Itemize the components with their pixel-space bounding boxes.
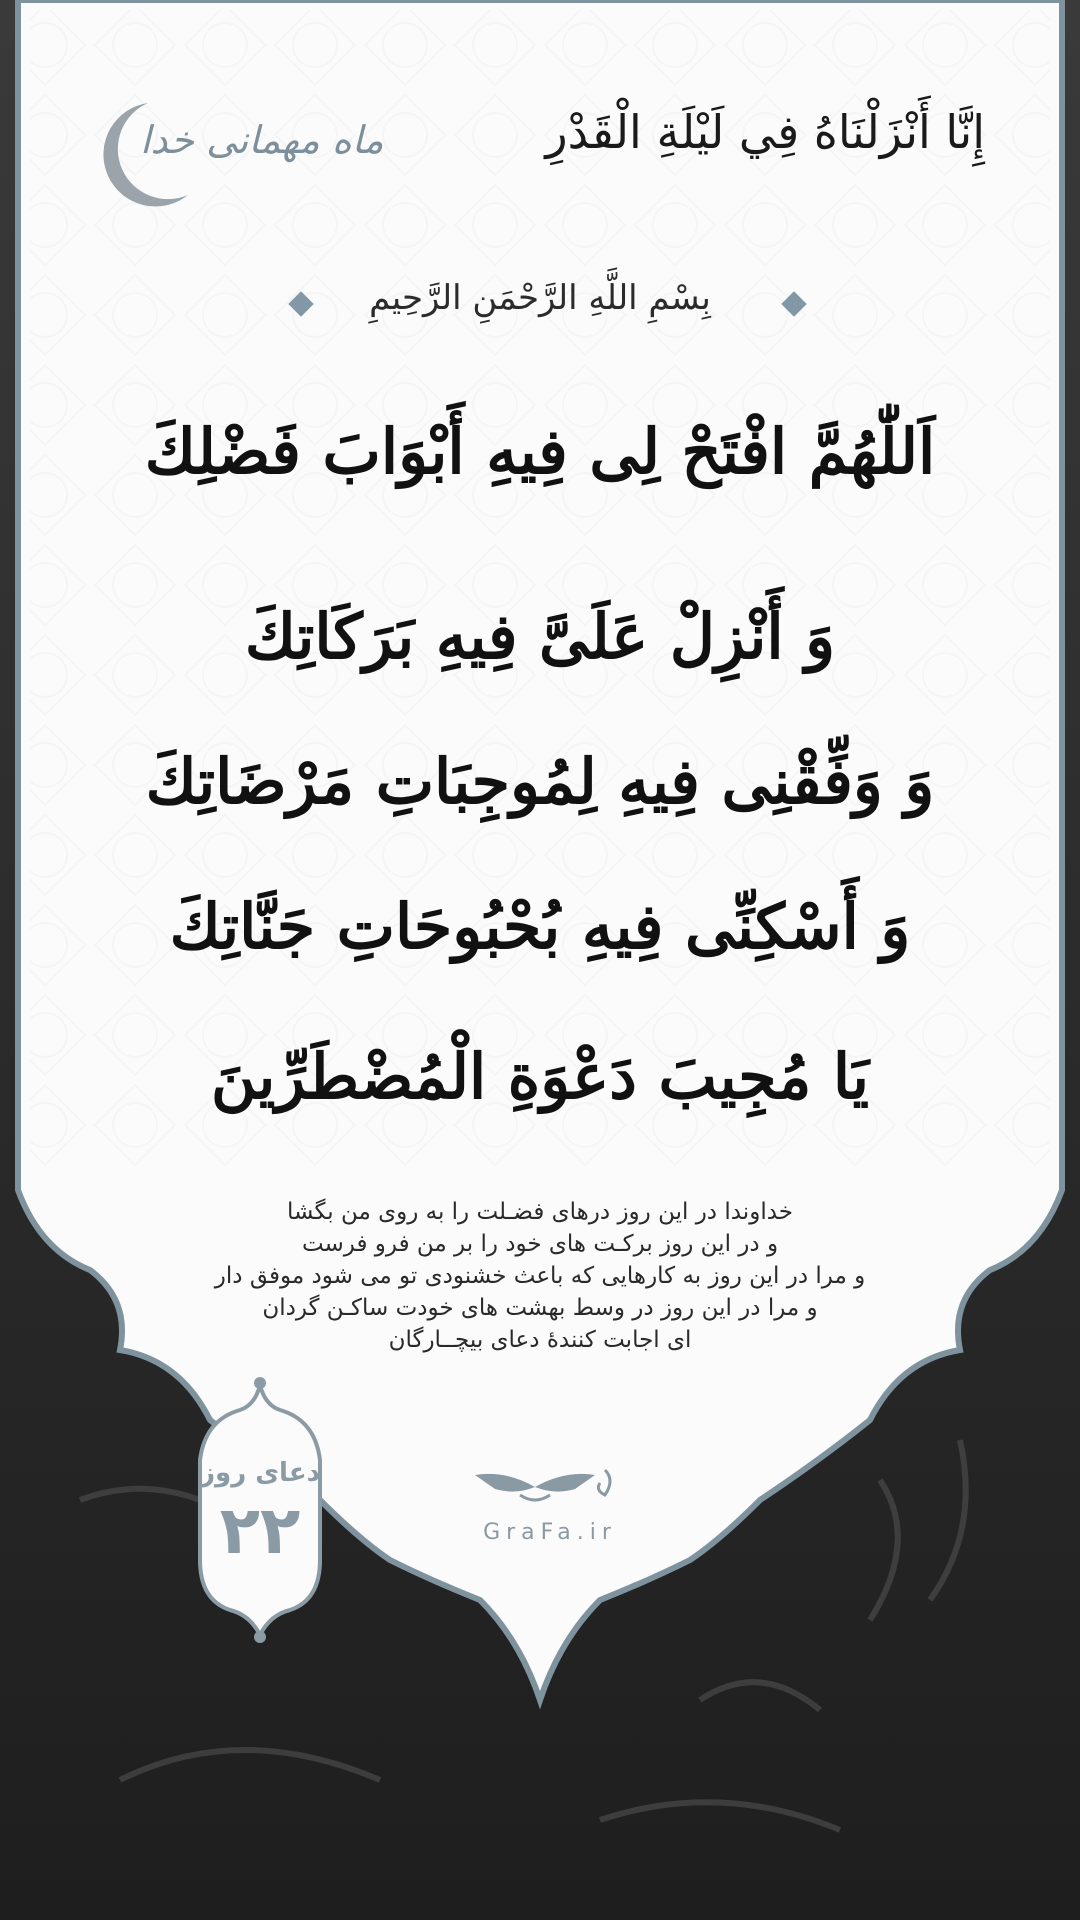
dua-line-5: یَا مُجِیبَ دَعْوَةِ الْمُضْطَرِّینَ <box>210 1040 870 1113</box>
dua-line-1: اَللّٰهُمَّ افْتَحْ لِی فِیهِ أَبْوَابَ فَضْلِكَ <box>144 415 936 488</box>
day-badge-label: دعای روز <box>200 1458 320 1488</box>
translation-line: و مرا در این روز به کارهایی که باعث خشنودی تو می شود موفق دار <box>214 1263 866 1289</box>
translation-block <box>160 1196 920 1356</box>
bismillah: بِسْمِ اللَّهِ الرَّحْمَنِ الرَّحِيمِ <box>369 278 711 318</box>
dua-line-2: وَ أَنْزِلْ عَلَیَّ فِیهِ بَرَكَاتِكَ <box>244 600 836 673</box>
dua-line-4: وَ أَسْكِنِّی فِیهِ بُحْبُوحَاتِ جَنَّاتِكَ <box>169 890 911 963</box>
translation-line: ای اجابت کنندهٔ دعای بیچــارگان <box>388 1327 692 1353</box>
translation-line: خداوندا در این روز درهای فضـلت را به روی من بگشا <box>287 1199 793 1225</box>
day-badge-number: ۲۲ <box>219 1492 301 1569</box>
brand-title: ماه مهمانی خدا <box>140 118 384 162</box>
grafa-wings-icon <box>465 1465 625 1520</box>
header-quote: إِنَّا أَنْزَلْنَاهُ فِي لَيْلَةِ الْقَدْرِ <box>545 105 985 159</box>
translation-line: و مرا در این روز در وسط بهشت های خودت ساکـن گردان <box>262 1295 818 1321</box>
footer-site: GraFa.ir <box>483 1520 617 1545</box>
translation-line: و در این روز برکـت های خود را بر من فرو فرست <box>301 1231 779 1257</box>
dua-line-3: وَ وَفِّقْنِی فِیهِ لِمُوجِبَاتِ مَرْضَاتِكَ <box>145 745 935 818</box>
